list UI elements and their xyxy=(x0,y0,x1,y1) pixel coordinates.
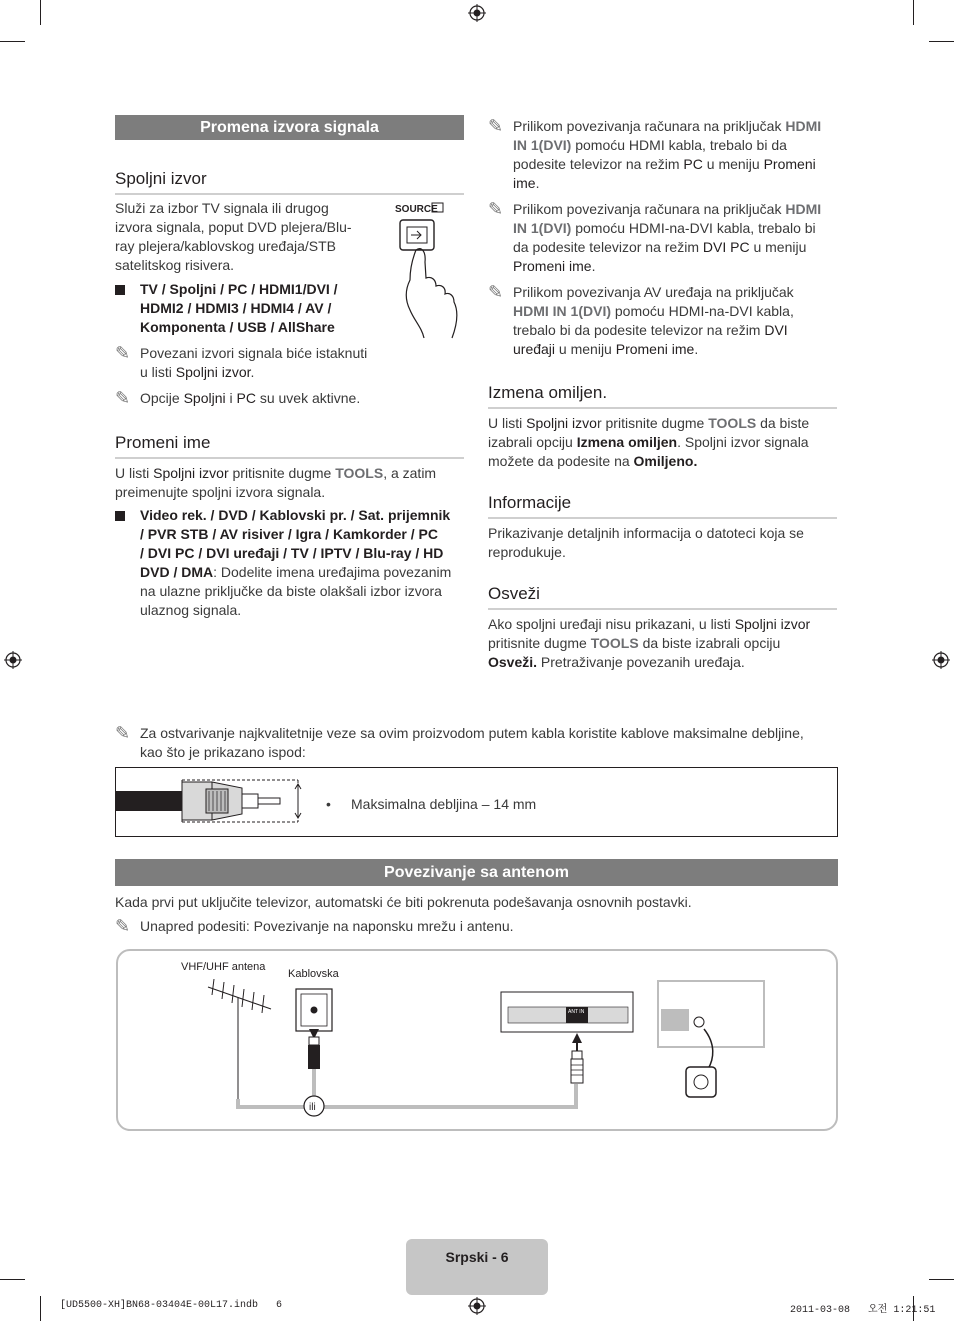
crop-mark xyxy=(40,1296,41,1321)
heading-informacije: Informacije xyxy=(488,493,837,519)
note-pencil-icon: ✎ xyxy=(488,282,504,302)
print-datetime: 2011-03-08 오전 1:21:51 xyxy=(790,1305,936,1316)
crop-mark xyxy=(0,1279,25,1280)
print-file-info: [UD5500-XH]BN68-03404E-00L17.indb 6 xyxy=(60,1300,283,1311)
crop-mark xyxy=(0,41,25,42)
antenna-connection-diagram xyxy=(116,949,838,1131)
izmena-description: U listi Spoljni izvor pritisnite dugme TOOLS da biste izabrali opciju Izmena omiljen. Spoljni izvor signala možete da podesite na Omiljeno. xyxy=(488,415,810,469)
max-thickness-label: Maksimalna debljina – 14 mm xyxy=(351,796,537,812)
ant-in-label: ANT IN xyxy=(568,1009,585,1015)
source-label: SOURCE xyxy=(395,204,438,215)
promeni-description: U listi Spoljni izvor pritisnite dugme TOOLS, a zatim preimenujte spoljni izvora signala. xyxy=(115,465,437,500)
crop-mark xyxy=(929,1279,954,1280)
wall-outlet-icon xyxy=(296,989,332,1031)
note-pencil-icon: ✎ xyxy=(115,723,131,743)
note-pencil-icon: ✎ xyxy=(115,388,131,408)
rename-device-list: Video rek. / DVD / Kablovski pr. / Sat. prijemnik / PVR STB / AV risiver / Igra / Kamkorder / PC / DVI PC / DVI uređaji / TV / IPTV / Blu-ray / HD DVD / DMA: Dodelite imena uređajima povezanim na ulazne priključke da biste olakšali izbor izvora ulaznog signala. xyxy=(140,507,452,618)
bullet-square xyxy=(115,285,125,295)
note-hdmi-dvi-av: Prilikom povezivanja AV uređaja na priključak HDMI IN 1(DVI) pomoću HDMI-na-DVI kabla, trebalo bi da podesite televizor na režim DVI uređaji u meniju Promeni ime. xyxy=(513,284,794,357)
footer-page-tab xyxy=(406,1239,548,1295)
vhf-antenna-icon xyxy=(208,979,271,1099)
registration-mark-icon xyxy=(468,4,486,22)
antenna-note: Unapred podesiti: Povezivanje na naponsku mrežu i antenu. xyxy=(140,918,514,934)
osvezi-description: Ako spoljni uređaji nisu prikazani, u listi Spoljni izvor pritisnite dugme TOOLS da biste izabrali opciju Osveži. Pretraživanje povezanih uređaja. xyxy=(488,616,811,670)
heading-promeni-ime: Promeni ime xyxy=(115,433,464,459)
note-hdmi-dvi-pc: Prilikom povezivanja računara na priključak HDMI IN 1(DVI) pomoću HDMI-na-DVI kabla, trebalo bi da podesite televizor na režim DVI PC u meniju Promeni ime. xyxy=(513,201,822,274)
page-number: Srpski - 6 xyxy=(445,1249,509,1265)
antenna-intro: Kada prvi put uključite televizor, automatski će biti pokrenuta podešavanja osnovnih postavki. xyxy=(115,894,692,910)
note-highlighted-sources: Povezani izvori signala biće istaknuti u listi Spoljni izvor. xyxy=(140,345,368,380)
crop-mark xyxy=(929,41,954,42)
note-always-active: Opcije Spoljni i PC su uvek aktivne. xyxy=(140,390,361,406)
section-bar-source: Promena izvora signala xyxy=(115,115,464,140)
note-pencil-icon: ✎ xyxy=(115,343,131,363)
crop-mark xyxy=(913,0,914,25)
heading-izmena-omiljen: Izmena omiljen. xyxy=(488,383,837,409)
registration-mark-icon xyxy=(932,651,950,669)
cable-label: Kablovska xyxy=(288,968,339,980)
source-list: TV / Spoljni / PC / HDMI1/DVI / HDMI2 / HDMI3 / HDMI4 / AV / Komponenta / USB / AllShare xyxy=(140,281,338,335)
tv-back-panel-icon xyxy=(501,992,633,1032)
cable-thickness-note: Za ostvarivanje najkvalitetnije veze sa ovim proizvodom putem kabla koristite kablove maksimalne debljine, kao što je prikazano ispod: xyxy=(140,725,804,760)
crop-mark xyxy=(40,0,41,25)
bullet-square xyxy=(115,511,125,521)
note-pencil-icon: ✎ xyxy=(115,916,131,936)
coax-connector-illustration xyxy=(116,776,316,826)
or-label: ili xyxy=(309,1102,316,1113)
tv-rear-icon xyxy=(658,981,764,1097)
cable-thickness-box xyxy=(115,767,838,837)
heading-spoljni-izvor: Spoljni izvor xyxy=(115,169,464,195)
section-bar-antenna: Povezivanje sa antenom xyxy=(115,859,838,886)
spoljni-description: Služi za izbor TV signala ili drugog izvora signala, poput DVD plejera/Blu- ray plejera/kablovskog uređaja/STB satelitskog risivera. xyxy=(115,200,352,273)
info-description: Prikazivanje detaljnih informacija o datoteci koja se reprodukuje. xyxy=(488,525,804,560)
note-pencil-icon: ✎ xyxy=(488,199,504,219)
bullet-dot: • xyxy=(326,796,331,812)
note-hdmi-pc: Prilikom povezivanja računara na priključak HDMI IN 1(DVI) pomoću HDMI kabla, trebalo bi da podesite televizor na režim PC u meniju Promeni ime. xyxy=(513,118,822,191)
source-button-hand-illustration xyxy=(392,200,470,340)
note-pencil-icon: ✎ xyxy=(488,116,504,136)
registration-mark-icon xyxy=(468,1297,486,1315)
registration-mark-icon xyxy=(4,651,22,669)
heading-osvezi: Osveži xyxy=(488,584,837,610)
vhf-antenna-label: VHF/UHF antena xyxy=(181,961,266,973)
